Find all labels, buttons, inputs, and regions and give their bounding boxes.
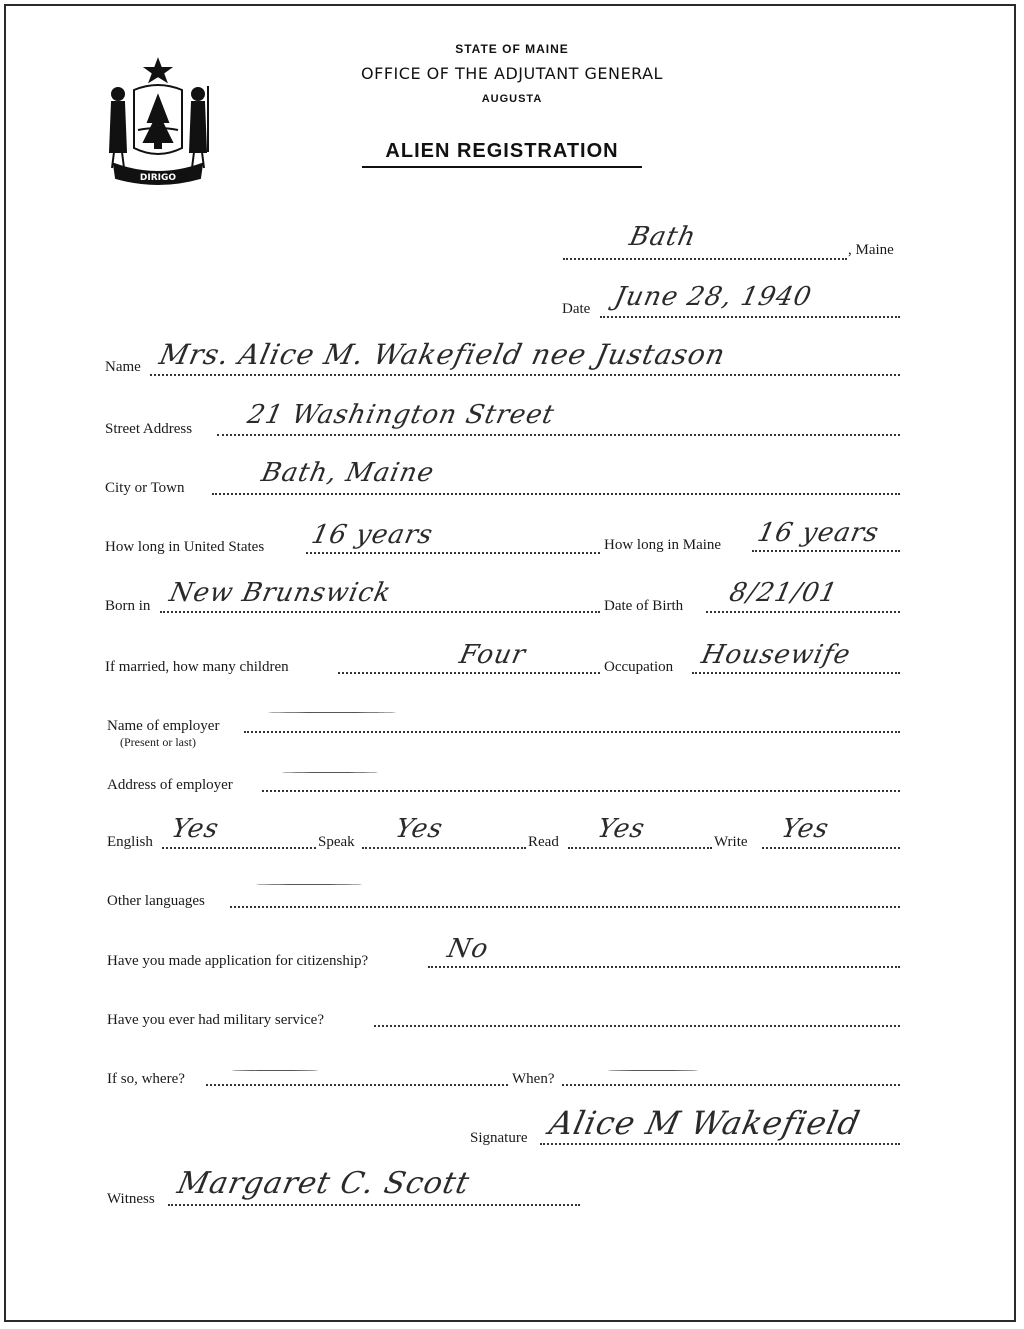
when-label: When? <box>512 1071 555 1087</box>
witness-label: Witness <box>107 1191 155 1207</box>
street-label: Street Address <box>105 421 193 437</box>
name-value: Mrs. Alice M. Wakefield nee Justason <box>156 338 729 371</box>
children-line <box>338 672 600 674</box>
children-label: If married, how many children <box>105 659 289 675</box>
where-label: If so, where? <box>107 1071 185 1087</box>
read-label: Read <box>528 834 559 850</box>
born-label: Born in <box>105 598 151 614</box>
read-value: Yes <box>594 814 648 844</box>
where-dash <box>232 1070 318 1071</box>
header-city: AUGUSTA <box>481 93 543 105</box>
dob-value: 8/21/01 <box>726 578 841 608</box>
date-label: Date <box>562 301 591 317</box>
write-line <box>762 847 900 849</box>
military-label: Have you ever had military service? <box>107 1012 324 1028</box>
town-value: Bath <box>626 222 700 252</box>
born-line <box>160 611 600 613</box>
citizenship-label: Have you made application for citizenship? <box>107 953 369 969</box>
street-value: 21 Washington Street <box>244 400 558 430</box>
where-line <box>206 1084 508 1086</box>
header-office: OFFICE OF THE ADJUTANT GENERAL <box>361 64 663 83</box>
citizenship-value: No <box>444 934 492 964</box>
read-line <box>568 847 712 849</box>
years-maine-label: How long in Maine <box>604 537 722 553</box>
town-suffix: , Maine <box>848 242 894 258</box>
occupation-line <box>692 672 900 674</box>
date-line <box>600 316 900 318</box>
seal-motto: DIRIGO <box>139 173 177 183</box>
other-languages-line <box>230 906 900 908</box>
dob-line <box>706 611 900 613</box>
when-line <box>562 1084 900 1086</box>
town-line <box>563 258 847 260</box>
speak-label: Speak <box>318 834 355 850</box>
signature-value: Alice M Wakefield <box>545 1104 864 1142</box>
form-title: ALIEN REGISTRATION <box>362 140 642 168</box>
city-value: Bath, Maine <box>258 458 438 488</box>
english-value: Yes <box>168 814 222 844</box>
employer-address-line <box>262 790 900 792</box>
years-us-label: How long in United States <box>105 539 265 555</box>
employer-line <box>244 731 900 733</box>
years-maine-line <box>752 550 900 552</box>
born-value: New Brunswick <box>166 578 395 608</box>
write-value: Yes <box>778 814 832 844</box>
employer-address-label: Address of employer <box>107 777 233 793</box>
name-line <box>150 374 900 376</box>
other-languages-label: Other languages <box>107 893 205 909</box>
speak-value: Yes <box>392 814 446 844</box>
employer-dash <box>268 712 396 713</box>
employer-label: Name of employer <box>107 718 220 734</box>
occupation-value: Housewife <box>698 640 854 670</box>
citizenship-line <box>428 966 900 968</box>
years-us-line <box>306 552 600 554</box>
signature-label: Signature <box>470 1130 528 1146</box>
military-line <box>374 1025 900 1027</box>
occupation-label: Occupation <box>604 659 674 675</box>
years-us-value: 16 years <box>308 520 436 550</box>
witness-value: Margaret C. Scott <box>174 1166 473 1201</box>
employer-address-dash <box>282 772 378 773</box>
city-label: City or Town <box>105 480 185 496</box>
city-line <box>212 493 900 495</box>
children-value: Four <box>456 640 529 670</box>
date-value: June 28, 1940 <box>611 282 815 312</box>
signature-line <box>540 1143 900 1145</box>
witness-line <box>168 1204 580 1206</box>
speak-line <box>362 847 526 849</box>
name-label: Name <box>105 359 141 375</box>
when-dash <box>608 1070 698 1071</box>
other-languages-dash <box>256 884 362 885</box>
english-label: English <box>107 834 153 850</box>
employer-sub-label: (Present or last) <box>120 735 196 749</box>
english-line <box>162 847 316 849</box>
header-state: STATE OF MAINE <box>455 42 569 56</box>
write-label: Write <box>714 834 748 850</box>
dob-label: Date of Birth <box>604 598 684 614</box>
years-maine-value: 16 years <box>754 518 882 548</box>
street-line <box>217 434 900 436</box>
